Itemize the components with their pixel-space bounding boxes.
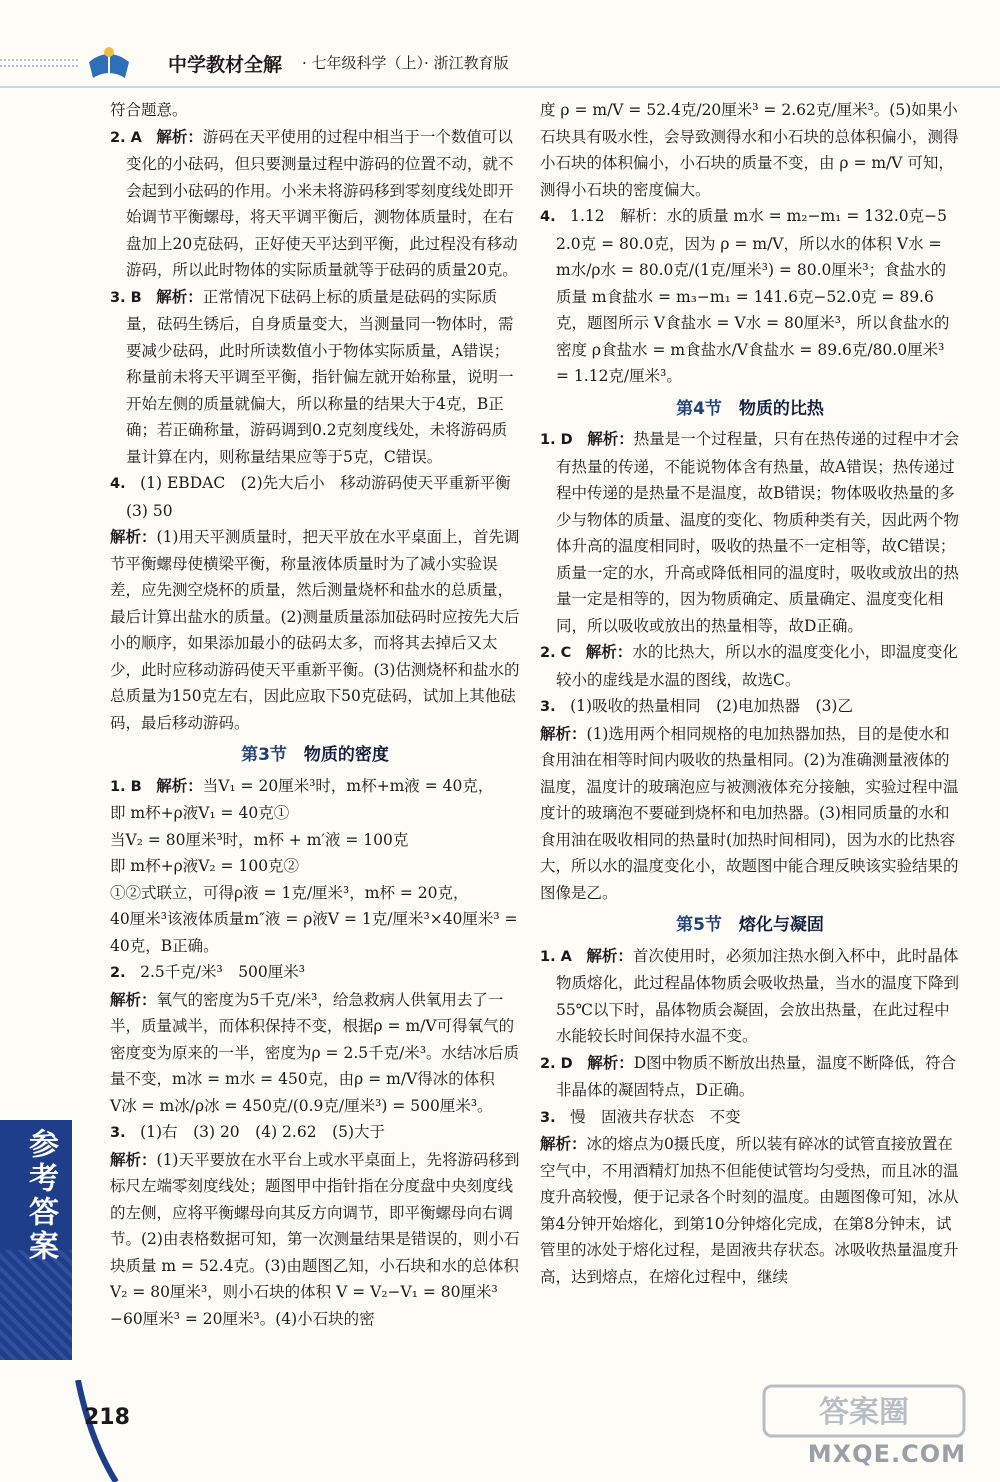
answer-number: 3. — [110, 1125, 141, 1141]
answer-text: 正常情况下砝码上标的质量是砝码的实际质量，砝码生锈后，自身质量变大，当测量同一物体时，需要减少砝码，此时所读数值小于物体实际质量，A错误；称量前未将天平调至平衡，指针偏左就开始称量，说明一开始左侧的质量就偏大，所以称量的结果大于4克，B正确；若正确称量，游码调到0.2克刻度线处，未将游码质量计算在内，则称量结果应等于5克，C错误。 — [126, 287, 514, 466]
book-title: 中学教材全解 — [168, 54, 283, 76]
answer-item — [110, 1119, 520, 1147]
answer-item — [540, 943, 960, 1050]
answer-number: 2. D — [540, 1055, 588, 1072]
analysis-label: 解析： — [585, 642, 633, 661]
answer-number: 3. — [540, 699, 571, 715]
answer-number: 1. B — [110, 778, 157, 795]
answer-text: 即 m杯+ρ液V₁ = 40克① — [110, 804, 290, 822]
answer-paragraph — [110, 827, 520, 854]
answer-text: 游码在天平使用的过程中相当于一个数值可以变化的小砝码，但只要测量过程中游码的位置不动，就不会起到小砝码的作用。小米未将游码移到零刻度线处即开始调节平衡螺母，将天平调平衡后，测物体质量时，在右盘加上20克砝码，正好使天平达到平衡，此过程没有移动游码，所以此时物体的实际质量就等于砝码的质量20克。 — [126, 127, 518, 279]
answer-text: 当V₂ = 80厘米³时，m杯 + m′液 = 100克 — [110, 830, 409, 849]
answer-text: 当V₁ = 20厘米³时，m杯+m液 = 40克， — [202, 776, 494, 795]
section-heading — [110, 742, 520, 769]
section-number: 第5节 — [676, 915, 722, 935]
answer-text: 40厘米³该液体质量m″液 = ρ液V = 1克/厘米³×40厘米³ = 40克，B正确。 — [110, 910, 518, 955]
answer-item — [540, 1104, 960, 1132]
answer-text: 1.12 解析：水的质量 m水 = m₂−m₁ = 132.0克−52.0克 = 80.0克，因为 ρ = m/V，所以水的体积 V水 = m水/ρ水 = 80.0克/(1克/厘米³) = 80.0厘米³；食盐水的质量 m食盐水 = m₃−m₁ = 141.6克−52.0克 = 89.6克，题图所示 V食盐水 = V水 = 80厘米³，所以食盐水的密度 ρ食盐水 = m食盐水/V食盐水 = 89.6克/80.0厘米³ = 1.12克/厘米³。 — [556, 207, 950, 385]
answer-text: (1)天平要放在水平台上或水平桌面上，先将游码移到标尺左端零刻度线处；题图甲中指针指在分度盘中央刻度线的左侧，应将平衡螺母向其反方向调节，即平衡螺母向右调节。(2)由表格数据可知，第一次测量结果是错误的，则小石块质量 m = 52.4克。(3)由题图乙知，小石块和水的总体积 V₂ = 80厘米³，则小石块的体积 V = V₂−V₁ = 80厘米³−60厘米³ = 20厘米³。(4)小石块的密 — [110, 1150, 520, 1328]
section-title: 物质的密度 — [303, 745, 389, 765]
book-subtitle: · 七年级科学（上）· 浙江教育版 — [302, 54, 509, 72]
side-tab-pattern — [0, 1250, 72, 1360]
answer-text: (1)用天平测质量时，把天平放在水平桌面上，首先调节平衡螺母使横梁平衡，称量液体质量时为了减小实验误差，应先测空烧杯的质量，然后测量烧杯和盐水的总质量，最后计算出盐水的质量。(2)测量质量添加砝码时应按先大后小的顺序，如果添加最小的砝码太多，而将其去掉后又太少，此时应移动游码使天平重新平衡。(3)估测烧杯和盐水的总质量为150克左右，因此应取下50克砝码，试加上其他砝码，最后移动游码。 — [110, 528, 520, 732]
answer-number: 4. — [540, 209, 571, 225]
answer-paragraph — [110, 1093, 520, 1120]
answer-paragraph — [110, 906, 520, 959]
section-title: 物质的比热 — [738, 398, 824, 419]
book-logo-icon — [85, 42, 133, 82]
analysis-label: 解析： — [540, 1134, 587, 1153]
answer-item — [110, 773, 520, 801]
page-header — [0, 0, 1000, 90]
answer-text: V冰 = m冰/ρ冰 = 450克/(0.9克/厘米³) = 500厘米³。 — [110, 1096, 493, 1115]
answer-text: 首次使用时，必须加注热水倒入杯中，此时晶体物质熔化，此过程晶体物质会吸收热量，当水的温度下降到55℃以下时，晶体物质会凝固，会放出热量，在此过程中水能较长时间保持水温不变。 — [556, 946, 960, 1045]
answer-number: 1. A — [540, 948, 587, 965]
analysis-label: 解析： — [587, 429, 634, 448]
answer-paragraph — [110, 800, 520, 827]
analysis-label: 解析： — [156, 126, 203, 146]
watermark-text: MXQE.COM — [807, 1440, 966, 1468]
svg-text:答案圈: 答案圈 — [819, 1395, 909, 1430]
answer-item — [540, 639, 960, 693]
answer-text: 度 ρ = m/V = 52.4克/20厘米³ = 2.62克/厘米³。(5)如果小石块具有吸水性，会导致测得水和小石块的总体积偏小，测得小石块的体积偏小，小石块的质量不变，由 ρ = m/V 可知，测得小石块的密度偏大。 — [540, 101, 959, 199]
answer-item — [110, 959, 520, 987]
analysis-label: 解析： — [110, 989, 157, 1009]
answer-text: 氧气的密度为5千克/米³，给急救病人供氧用去了一半，质量减半，而体积保持不变，根据ρ = m/V可得氧气的密度变为原来的一半，密度为ρ = 2.5千克/米³。水结冰后质量不变，m冰 = m水 = 450克，由ρ = m/V得冰的体积 — [110, 990, 520, 1088]
answer-paragraph — [110, 97, 520, 124]
answer-item — [540, 203, 960, 390]
answer-paragraph — [540, 721, 960, 907]
header-divider — [0, 86, 1000, 88]
answer-paragraph — [110, 853, 520, 880]
answer-number: 3. — [540, 1109, 571, 1126]
section-heading — [540, 912, 960, 939]
answer-paragraph — [540, 1131, 960, 1290]
analysis-label: 解析： — [587, 1052, 634, 1072]
section-heading — [540, 396, 960, 423]
right-column — [540, 97, 960, 1290]
page-corner-curve-icon — [72, 1380, 122, 1482]
answer-text: 2.5千克/米³ 500厘米³ — [140, 963, 305, 981]
answer-item — [540, 426, 960, 639]
answer-item — [110, 124, 520, 284]
left-column — [110, 97, 527, 1332]
answer-paragraph — [110, 987, 520, 1093]
section-title: 熔化与凝固 — [738, 915, 824, 935]
answer-text: D图中物质不断放出热量，温度不断降低，符合非晶体的凝固特点，D正确。 — [556, 1053, 957, 1099]
analysis-label: 解析： — [110, 527, 157, 546]
page-number: 218 — [84, 1405, 130, 1430]
answer-number: 3. B — [110, 289, 157, 306]
answer-text: 冰的熔点为0摄氏度，所以装有碎冰的试管直接放置在空气中，不用酒精灯加热不但能使试管均匀受热，而且冰的温度升高较慢，便于记录各个时刻的温度。由题图像可知，冰从第4分钟开始熔化，到第10分钟熔化完成，在第8分钟末，试管里的冰处于熔化过程，是固液共存状态。冰吸收热量温度升高，达到熔点，在熔化过程中，继续 — [540, 1135, 959, 1286]
answer-text: 热量是一个过程量，只有在热传递的过程中才会有热量的传递，不能说物体含有热量，故A错误；热传递过程中传递的是热量不是温度，故B错误；物体吸收热量的多少与物体的质量、温度的变化、物质种类有关，因此两个物体升高的温度相同时，吸收的热量不一定相等，故C错误；质量一定的水，升高或降低相同的温度时，吸收或放出的热量一定是相等的，因为物质确定、质量确定、温度变化相同，所以吸收或放出的热量相等，故D正确。 — [556, 430, 960, 635]
analysis-label: 解析： — [540, 723, 587, 743]
answer-text: (1) EBDAC (2)先大后小 移动游码使天平重新平衡 (3) 50 — [126, 474, 527, 520]
answer-number: 4. — [110, 476, 141, 492]
answer-text: (1)选用两个相同规格的电加热器加热，目的是使水和食用油在相等时间内吸收的热量相同。(2)为准确测量液体的温度，温度计的玻璃泡应与被测液体充分接触，实验过程中温度计的玻璃泡不要碰到烧杯和电加热器。(3)相同质量的水和食用油在吸收相同的热量时(加热时间相同)，因为水的比热容大，所以水的温度变化小，故题图中能合理反映该实验结果的图像是乙。 — [540, 724, 959, 902]
answer-text: 即 m杯+ρ液V₂ = 100克② — [110, 857, 300, 875]
answer-number: 2. C — [540, 645, 586, 661]
answer-paragraph — [110, 880, 520, 907]
analysis-label: 解析： — [110, 1149, 157, 1169]
decorative-dots-icon — [0, 56, 85, 70]
answer-text: (1)右 (3) 20 (4) 2.62 (5)大于 — [140, 1123, 386, 1141]
answer-text: 符合题意。 — [110, 101, 188, 119]
answer-number: 2. — [110, 965, 141, 981]
side-tab-label: 参考答案 — [23, 1128, 58, 1264]
analysis-label: 解析： — [586, 945, 633, 965]
analysis-label: 解析： — [156, 286, 203, 306]
answer-paragraph — [110, 524, 520, 736]
answer-number: 1. D — [540, 432, 588, 448]
section-number: 第4节 — [676, 398, 722, 419]
answer-paragraph — [110, 1147, 520, 1333]
answer-item — [540, 1050, 960, 1104]
answer-text: (1)吸收的热量相同 (2)电加热器 (3)乙 — [570, 697, 853, 715]
answer-text: 慢 固液共存状态 不变 — [570, 1107, 741, 1126]
answer-item — [110, 284, 520, 471]
section-number: 第3节 — [241, 745, 287, 765]
answer-paragraph — [540, 97, 960, 203]
answer-number: 2. A — [110, 129, 157, 146]
answer-text: ①②式联立，可得ρ液 = 1克/厘米³，m杯 = 20克， — [110, 883, 469, 902]
answer-item — [540, 693, 960, 721]
analysis-label: 解析： — [156, 775, 203, 795]
answer-item — [110, 470, 527, 524]
answer-text: 水的比热大，所以水的温度变化小，即温度变化较小的虚线是水温的图线，故选C。 — [556, 643, 958, 689]
